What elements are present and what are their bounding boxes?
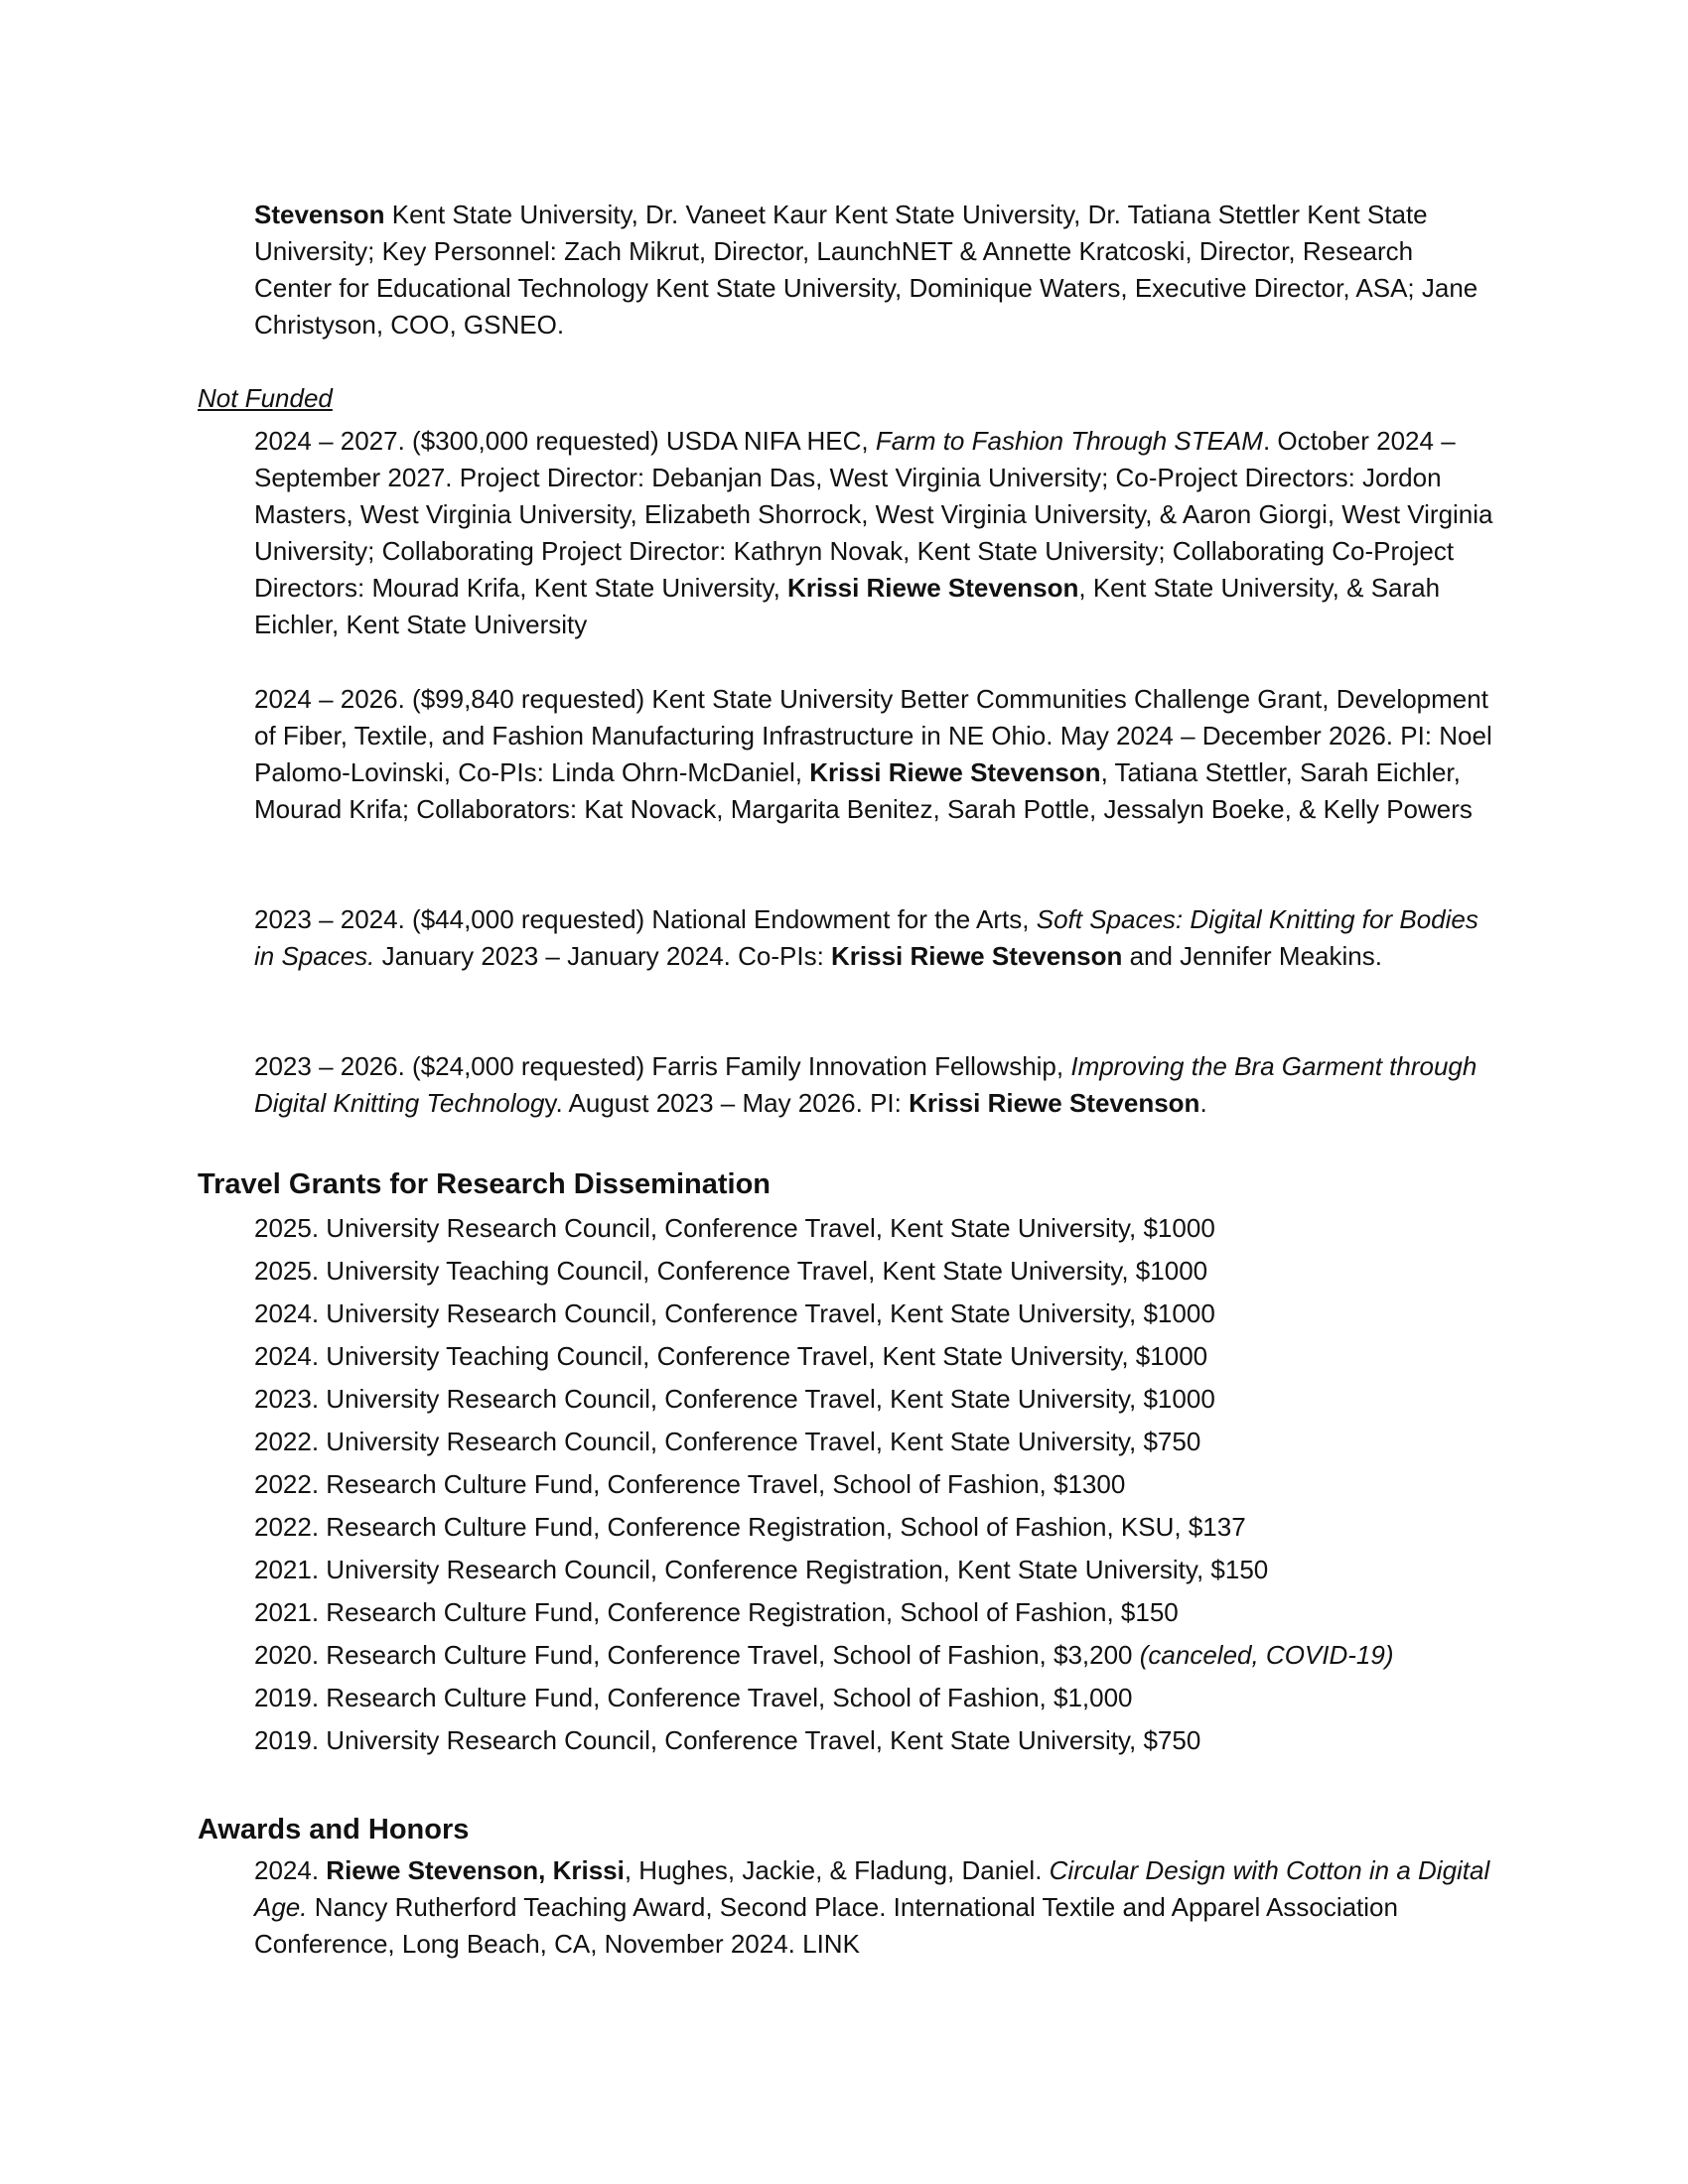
- list-item: 2024. University Research Council, Conference Travel, Kent State University, $1000: [254, 1298, 1215, 1328]
- entry-text: 2024 – 2027. ($300,000 requested) USDA NIFA HEC,: [254, 426, 876, 456]
- not-funded-entry-1: [254, 423, 1495, 643]
- entry-text: 2023 – 2024. ($44,000 requested) National Endowment for the Arts,: [254, 904, 1037, 934]
- intro-name-bold: Stevenson: [254, 200, 385, 229]
- not-funded-entry-4: [254, 1048, 1495, 1122]
- award-entry: [254, 1852, 1495, 1963]
- list-item: 2019. University Research Council, Conference Travel, Kent State University, $750: [254, 1725, 1201, 1755]
- entry-text: . October 2024 – September 2027. Project Director: Debanjan Das, West Virginia University; Co-Project Directors: Jordon Masters, West Virginia University, Elizabeth Shorrock, West Virginia University, & Aaron Giorgi, West Virginia University; Collaborating Project Director: Kathryn Novak, Kent State University; Collaborating Co-Project Directors: Mourad Krifa, Kent State University,: [254, 426, 1493, 603]
- covid-note: (canceled, COVID-19): [1139, 1640, 1394, 1670]
- entry-text: January 2023 – January 2024. Co-PIs:: [374, 941, 832, 971]
- entry-title: Improving the Bra Garment through Digital Knitting Technolog: [254, 1051, 1477, 1118]
- travel-grants-list: [254, 1207, 1495, 1762]
- entry-author-bold: Krissi Riewe Stevenson: [831, 941, 1123, 971]
- entry-author-bold: Krissi Riewe Stevenson: [809, 757, 1101, 787]
- entry-text: , Hughes, Jackie, & Fladung, Daniel.: [624, 1855, 1050, 1885]
- entry-title: Soft Spaces: Digital Knitting for Bodies in Spaces.: [254, 904, 1478, 971]
- awards-heading: Awards and Honors: [198, 1814, 470, 1845]
- intro-paragraph: [254, 197, 1495, 343]
- list-item: 2022. Research Culture Fund, Conference Registration, School of Fashion, KSU, $137: [254, 1512, 1246, 1542]
- list-item: 2021. University Research Council, Conference Registration, Kent State University, $150: [254, 1555, 1269, 1584]
- entry-author-bold: Riewe Stevenson, Krissi: [326, 1855, 625, 1885]
- entry-text: and Jennifer Meakins.: [1122, 941, 1382, 971]
- entry-title: Farm to Fashion Through STEAM: [875, 426, 1263, 456]
- list-item: 2022. Research Culture Fund, Conference Travel, School of Fashion, $1300: [254, 1469, 1126, 1499]
- list-item: 2024. University Teaching Council, Conference Travel, Kent State University, $1000: [254, 1341, 1208, 1371]
- intro-text: Kent State University, Dr. Vaneet Kaur Kent State University, Dr. Tatiana Stettler Kent State University; Key Personnel: Zach Mikrut, Director, LaunchNET & Annette Kratcoski, Director, Research Center for Educational Technology Kent State University, Dominique Waters, Executive Director, ASA; Jane Christyson, COO, GSNEO.: [254, 200, 1478, 340]
- entry-author-bold: Krissi Riewe Stevenson: [787, 573, 1079, 603]
- list-item: 2025. University Teaching Council, Conference Travel, Kent State University, $1000: [254, 1256, 1208, 1286]
- entry-text: y. August 2023 – May 2026. PI:: [544, 1088, 910, 1118]
- entry-text: , Tatiana Stettler, Sarah Eichler, Mourad Krifa; Collaborators: Kat Novack, Margarita Benitez, Sarah Pottle, Jessalyn Boeke, & Kelly Powers: [254, 757, 1473, 824]
- not-funded-entry-2: [254, 681, 1495, 828]
- not-funded-heading: Not Funded: [198, 383, 333, 413]
- travel-grants-heading: Travel Grants for Research Dissemination: [198, 1168, 771, 1200]
- list-item: 2025. University Research Council, Conference Travel, Kent State University, $1000: [254, 1213, 1215, 1243]
- list-item-text: 2020. Research Culture Fund, Conference Travel, School of Fashion, $3,200: [254, 1640, 1140, 1670]
- entry-text: , Kent State University, & Sarah Eichler, Kent State University: [254, 573, 1441, 639]
- entry-text: 2024 – 2026. ($99,840 requested) Kent State University Better Communities Challenge Grant, Development of Fiber, Textile, and Fashion Manufacturing Infrastructure in NE Ohio. May 2024 – December 2026. PI: Noel Palomo-Lovinski, Co-PIs: Linda Ohrn-McDaniel,: [254, 684, 1492, 787]
- list-item: 2023. University Research Council, Conference Travel, Kent State University, $1000: [254, 1384, 1215, 1414]
- entry-text: .: [1199, 1088, 1207, 1118]
- list-item: [254, 1634, 1495, 1677]
- entry-text: Nancy Rutherford Teaching Award, Second Place. International Textile and Apparel Association Conference, Long Beach, CA, November 2024. LINK: [254, 1892, 1398, 1959]
- entry-text: 2023 – 2026. ($24,000 requested) Farris Family Innovation Fellowship,: [254, 1051, 1071, 1081]
- list-item: 2019. Research Culture Fund, Conference Travel, School of Fashion, $1,000: [254, 1683, 1133, 1712]
- entry-text: 2024.: [254, 1855, 327, 1885]
- not-funded-entry-3: [254, 901, 1495, 975]
- list-item: 2021. Research Culture Fund, Conference Registration, School of Fashion, $150: [254, 1597, 1179, 1627]
- entry-author-bold: Krissi Riewe Stevenson: [909, 1088, 1200, 1118]
- entry-title: Circular Design with Cotton in a Digital Age.: [254, 1855, 1490, 1922]
- list-item: 2022. University Research Council, Conference Travel, Kent State University, $750: [254, 1427, 1201, 1456]
